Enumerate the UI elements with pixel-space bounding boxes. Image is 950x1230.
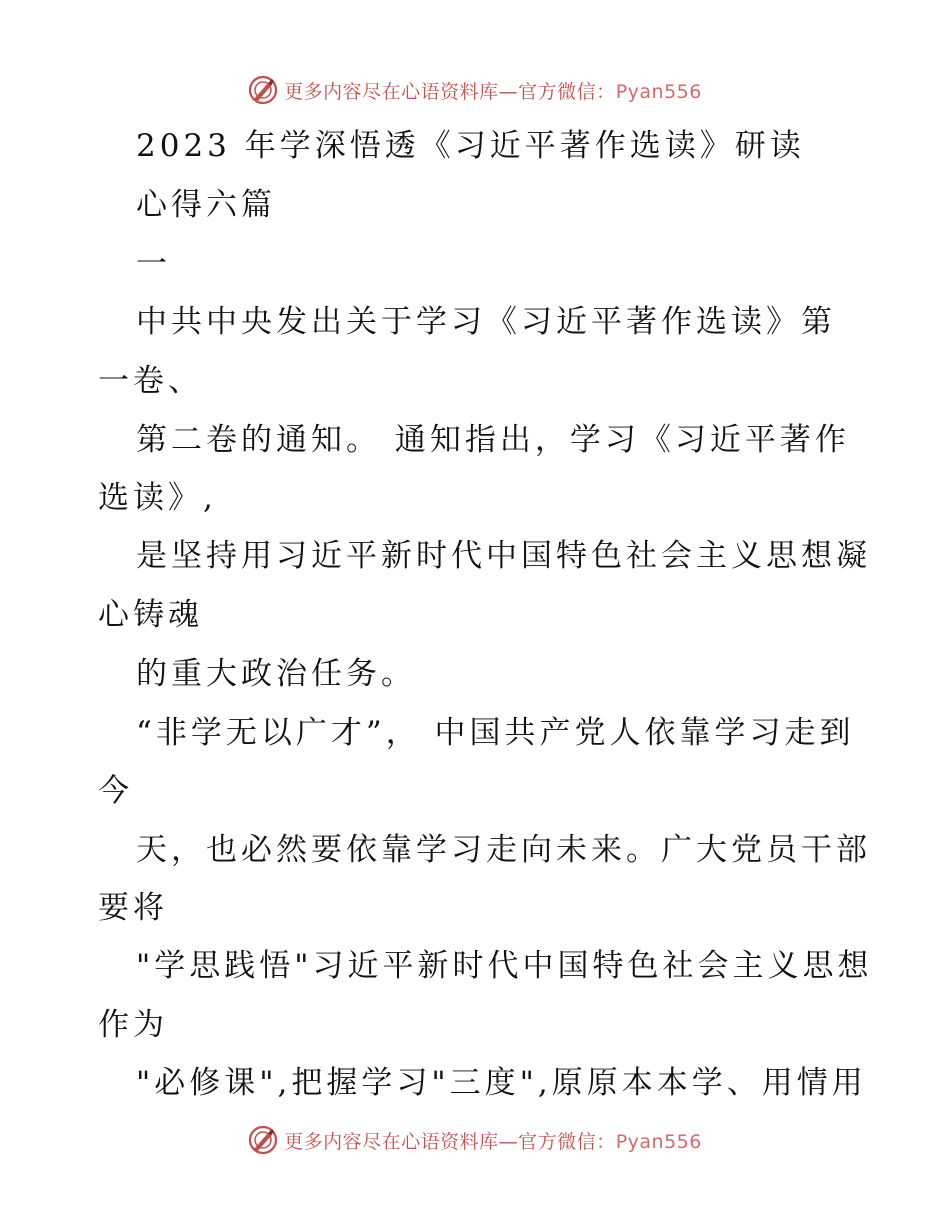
- body-line: 今: [98, 773, 133, 809]
- body-line: 是坚持用习近平新时代中国特色社会主义思想凝: [136, 538, 871, 574]
- wechat-id: Pyan556: [615, 80, 702, 103]
- body-line: 心铸魂: [98, 597, 203, 633]
- body-line: 要将: [98, 890, 168, 926]
- pen-logo-icon: [248, 1125, 278, 1155]
- site-slogan: 更多内容尽在心语资料库: [284, 1130, 499, 1153]
- site-slogan: 更多内容尽在心语资料库: [284, 80, 499, 103]
- document-title-line-2: 心得六篇: [136, 187, 276, 223]
- body-line: 一卷、: [98, 363, 203, 399]
- wechat-id: Pyan556: [615, 1130, 702, 1153]
- body-line: "学思践悟"习近平新时代中国特色社会主义思想: [136, 948, 873, 984]
- section-number: 一: [136, 246, 171, 282]
- body-line: 作为: [98, 1007, 168, 1043]
- wechat-label: 官方微信：: [518, 1130, 616, 1153]
- body-line: 选读》,: [98, 480, 217, 516]
- document-title-line-1: 2023 年学深悟透《习近平著作选读》研读: [136, 128, 805, 164]
- footer-watermark-text: [284, 1127, 702, 1154]
- body-line: “非学无以广才”， 中国共产党人依靠学习走到: [136, 715, 855, 751]
- wechat-label: 官方微信：: [518, 80, 616, 103]
- body-line: 的重大政治任务。: [136, 656, 416, 692]
- separator: —: [498, 1130, 519, 1153]
- body-line: "必修课",把握学习"三度",原原本本学、用情用: [136, 1065, 867, 1101]
- body-line: 第二卷的通知。 通知指出，学习《习近平著作: [136, 422, 850, 458]
- body-line: 中共中央发出关于学习《习近平著作选读》第: [136, 304, 836, 340]
- footer-watermark-banner: [0, 1120, 950, 1160]
- body-line: 天，也必然要依靠学习走向未来。广大党员干部: [136, 832, 871, 868]
- separator: —: [498, 80, 519, 103]
